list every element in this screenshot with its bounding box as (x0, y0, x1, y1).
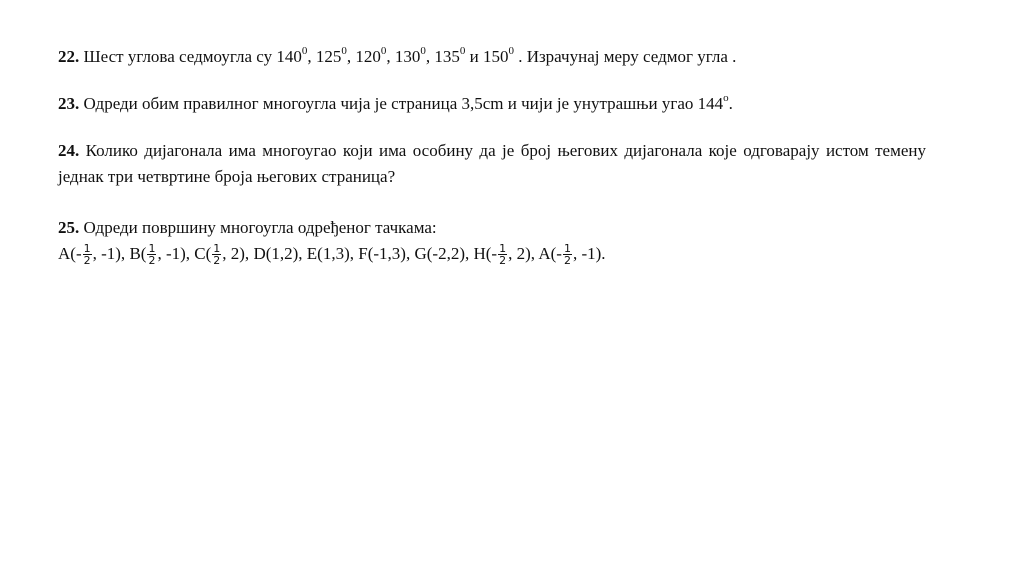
fraction-denominator: 2 (563, 253, 571, 267)
point-label: F(-1,3), (358, 244, 415, 263)
fraction-denominator: 2 (83, 253, 91, 267)
point-item (253, 244, 306, 263)
points-list (58, 241, 606, 267)
problem-text: . Израчунај меру седмог угла . (513, 47, 737, 66)
point-coords: , 2), (222, 244, 254, 263)
problem-number: 22. (58, 47, 80, 66)
problem-text: Колико дијагонала има многоугао који има особину да је број његових дијагонала које одговарају истом темену једнак три четвртине броја његових страница? (58, 141, 926, 186)
fraction-numerator: 1 (148, 241, 156, 255)
separator: , (425, 47, 435, 66)
point-item (414, 244, 473, 263)
degree-superscript: 0 (420, 45, 426, 58)
problem-24 (58, 138, 926, 190)
problem-statement (58, 215, 606, 241)
point-label: G(-2,2), (414, 244, 474, 263)
separator: , (346, 47, 356, 66)
point-item (473, 241, 539, 267)
degree-superscript: 0 (380, 45, 387, 58)
problem-text: Одреди обим правилног многоугла чија је страница 3,5cm и чији је унутрашњи угао 144 (79, 94, 724, 113)
fraction-denominator: 2 (499, 253, 507, 267)
degree-superscript: o (723, 92, 729, 105)
fraction-numerator: 1 (563, 241, 571, 255)
degree-superscript: 0 (508, 45, 514, 58)
problem-23 (58, 91, 733, 117)
problem-number: 24. (58, 141, 80, 160)
degree-superscript: 0 (301, 45, 308, 58)
point-coords: , -1), (92, 244, 130, 263)
problem-number: 23. (58, 94, 80, 113)
problem-text: Одреди површину многоугла одређеног тачкама: (79, 218, 437, 237)
point-label: D(1,2), (253, 244, 307, 263)
problem-text: Шест углова седмоугла су (79, 47, 277, 66)
point-label: B( (129, 244, 147, 263)
angle-value: 120 (355, 47, 381, 66)
fraction-numerator: 1 (83, 241, 91, 255)
point-label: A(- (58, 244, 82, 263)
fraction (563, 243, 572, 266)
point-item (358, 244, 414, 263)
fraction (498, 243, 507, 266)
point-label: E(1,3), (306, 244, 359, 263)
separator: , (307, 47, 316, 66)
fraction-numerator: 1 (499, 241, 507, 255)
fraction (83, 243, 92, 266)
degree-superscript: 0 (459, 45, 466, 58)
problem-number: 25. (58, 218, 80, 237)
point-item (194, 241, 254, 267)
fraction-numerator: 1 (213, 241, 221, 255)
point-item (58, 241, 130, 267)
point-label: C( (194, 244, 212, 263)
point-label: H(- (473, 244, 498, 263)
angle-value: 130 (394, 47, 421, 66)
point-coords: , 2), (508, 244, 539, 263)
separator: , (386, 47, 395, 66)
point-label: A(- (538, 244, 562, 263)
separator: и (465, 47, 483, 66)
angle-value: 140 (276, 47, 302, 66)
problem-text: . (728, 94, 733, 113)
point-coords: , -1). (572, 244, 606, 263)
point-item (538, 241, 606, 267)
angle-value: 125 (315, 47, 342, 66)
fraction-denominator: 2 (213, 253, 221, 267)
point-item (307, 244, 358, 263)
problem-25 (58, 215, 606, 267)
fraction (147, 243, 156, 266)
degree-superscript: 0 (341, 45, 347, 58)
point-coords: , -1), (157, 244, 195, 263)
fraction (212, 243, 221, 266)
point-item (129, 241, 195, 267)
angle-value: 135 (434, 47, 460, 66)
angle-value: 150 (482, 47, 509, 66)
fraction-denominator: 2 (148, 253, 156, 267)
problem-22 (58, 44, 736, 70)
